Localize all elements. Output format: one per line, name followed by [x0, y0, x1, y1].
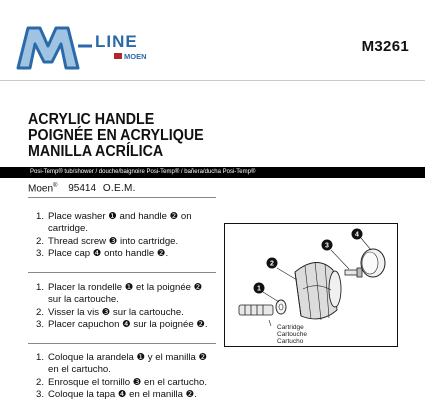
title-english: ACRYLIC HANDLE: [28, 111, 155, 128]
part-number: M3261: [361, 38, 409, 55]
cap-part: [361, 249, 385, 277]
moen-mark-icon: [114, 53, 122, 59]
oem-reg: ®: [53, 183, 58, 189]
step-item: 2. Visser la vis ❸ sur la cartouche.: [36, 306, 184, 318]
oem-number: 95414: [68, 183, 97, 195]
step-item: 3. Placer capuchon ❹ sur la poignée ❷.: [36, 319, 208, 331]
applicability-band: Posi-Temp® tub/shower / douche/baignoire Posi-Temp® / bañera/ducha Posi-Temp®: [0, 167, 425, 178]
oem-line: [28, 183, 136, 194]
step-item: 3. Place cap ❹ onto handle ❷.: [36, 248, 169, 260]
steps-french: [36, 282, 216, 332]
screw-part: [345, 268, 362, 277]
oem-brand: Moen: [28, 183, 54, 195]
oem-divider: [28, 197, 216, 198]
callout-3: [322, 240, 333, 251]
step-item: 3. Coloque la tapa ❹ en el manilla ❷.: [36, 389, 197, 401]
logo-brand: MOEN: [124, 52, 147, 61]
title-french: POIGNÉE EN ACRYLIQUE: [28, 127, 204, 144]
callout-4: [352, 229, 363, 240]
svg-text:1: 1: [257, 285, 261, 293]
exploded-diagram: [224, 223, 398, 347]
handle-part: [295, 262, 341, 320]
m-line-moen-logo: [16, 22, 151, 74]
callout-2: [267, 258, 278, 269]
logo-wordmark: LINE: [95, 32, 138, 51]
steps-spanish: [36, 352, 216, 402]
section-divider: [28, 343, 216, 344]
steps-english: [36, 211, 216, 261]
step-item: 2. Enrosque el tornillo ❸ en el cartucho.: [36, 376, 207, 388]
step-item: 1. Place washer ❶ and handle ❷ on cartridge.: [36, 211, 192, 235]
step-item: 1. Coloque la arandela ❶ y el manilla ❷ en el cartucho.: [36, 352, 208, 376]
title-spanish: MANILLA ACRÍLICA: [28, 143, 164, 160]
svg-text:3: 3: [325, 242, 329, 250]
oem-label: O.E.M.: [102, 183, 136, 195]
svg-text:2: 2: [270, 260, 274, 268]
step-item: 2. Thread screw ❸ into cartridge.: [36, 235, 179, 247]
product-title: [28, 112, 204, 160]
header-divider: [0, 80, 425, 81]
handle-assembly-drawing: [225, 224, 397, 346]
svg-text:4: 4: [355, 231, 359, 239]
callout-1: [254, 283, 265, 294]
cartridge-stem: [239, 305, 273, 315]
section-divider: [28, 272, 216, 273]
step-item: 1. Placer la rondelle ❶ et la poignée ❷ sur la cartouche.: [36, 282, 203, 306]
cartridge-label: Cartridge Cartouche Cartucho: [277, 324, 307, 345]
